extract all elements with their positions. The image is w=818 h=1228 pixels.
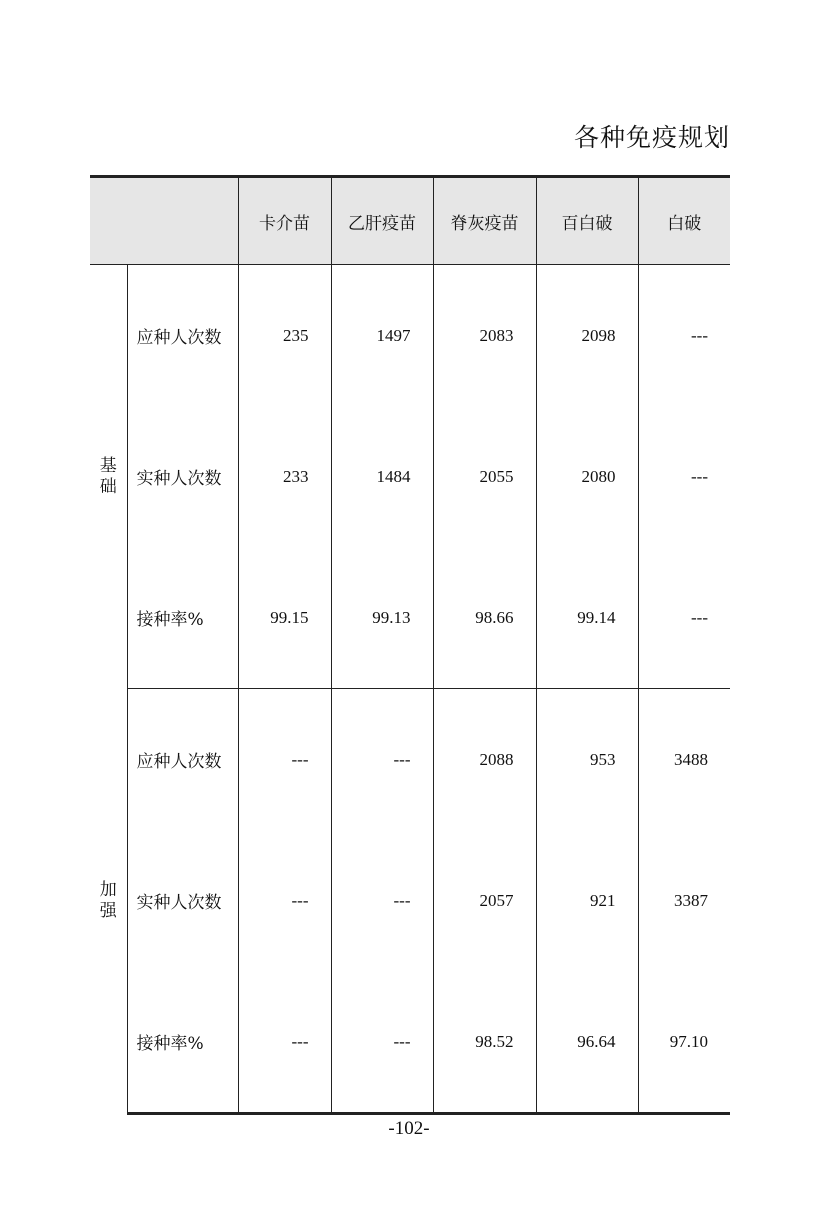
table-cell: ---: [638, 547, 730, 689]
table-cell: 235: [238, 265, 331, 407]
table-row: [90, 547, 730, 689]
group-label-text: 加强: [99, 880, 117, 921]
table-cell: 2057: [433, 830, 536, 971]
group-label: [90, 265, 127, 689]
header-blank: [90, 177, 238, 265]
table-row: [90, 406, 730, 547]
table-cell: 2055: [433, 406, 536, 547]
table-cell: ---: [331, 830, 433, 971]
row-label: 应种人次数: [127, 265, 238, 407]
column-header: 脊灰疫苗: [433, 177, 536, 265]
table-row: [90, 689, 730, 831]
table-cell: ---: [638, 265, 730, 407]
row-label: 接种率%: [127, 547, 238, 689]
table-cell: 98.66: [433, 547, 536, 689]
table-cell: 233: [238, 406, 331, 547]
column-header: 百白破: [536, 177, 638, 265]
table-cell: 921: [536, 830, 638, 971]
table-cell: 3488: [638, 689, 730, 831]
table-cell: ---: [638, 406, 730, 547]
table-cell: ---: [238, 971, 331, 1114]
table-cell: 953: [536, 689, 638, 831]
group-label-text: 基础: [99, 455, 117, 497]
page-number: -102-: [388, 1118, 430, 1139]
immunization-table: [90, 175, 730, 1115]
table-cell: 3387: [638, 830, 730, 971]
table-cell: ---: [238, 830, 331, 971]
table-cell: 1484: [331, 406, 433, 547]
table-cell: ---: [331, 971, 433, 1114]
table-cell: ---: [238, 689, 331, 831]
table-cell: 2098: [536, 265, 638, 407]
table-cell: 96.64: [536, 971, 638, 1114]
table-cell: 99.15: [238, 547, 331, 689]
header-row: [90, 177, 730, 265]
table-cell: 2088: [433, 689, 536, 831]
group-label: [90, 689, 127, 1114]
table-cell: 97.10: [638, 971, 730, 1114]
column-header: 卡介苗: [238, 177, 331, 265]
column-header: 白破: [638, 177, 730, 265]
table-row: [90, 265, 730, 407]
table-cell: 99.13: [331, 547, 433, 689]
column-header: 乙肝疫苗: [331, 177, 433, 265]
table-cell: ---: [331, 689, 433, 831]
table-cell: 2083: [433, 265, 536, 407]
table-cell: 1497: [331, 265, 433, 407]
table-cell: 99.14: [536, 547, 638, 689]
table-row: [90, 971, 730, 1114]
row-label: 接种率%: [127, 971, 238, 1114]
row-label: 实种人次数: [127, 406, 238, 547]
table-cell: 98.52: [433, 971, 536, 1114]
table-row: [90, 830, 730, 971]
row-label: 应种人次数: [127, 689, 238, 831]
page-title: 各种免疫规划: [573, 123, 730, 152]
row-label: 实种人次数: [127, 830, 238, 971]
table-cell: 2080: [536, 406, 638, 547]
